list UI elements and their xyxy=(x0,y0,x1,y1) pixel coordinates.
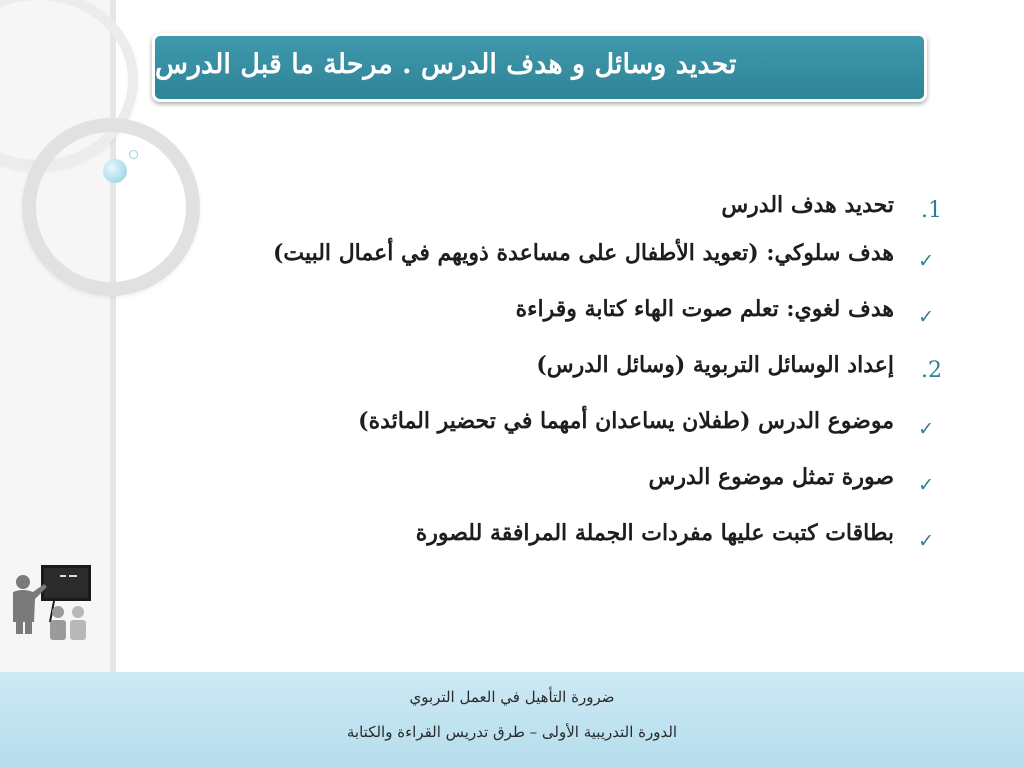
check-icon: ✓ xyxy=(918,474,934,496)
decor-blue-dot xyxy=(103,159,127,183)
footer-subtitle: الدورة التدريبية الأولى – طرق تدريس القراءة والكتابة xyxy=(346,723,678,741)
list-item-text: موضوع الدرس (طفلان يساعدان أمهما في تحضير المائدة) xyxy=(358,408,894,434)
list-item-text: بطاقات كتبت عليها مفردات الجملة المرافقة للصورة xyxy=(415,520,894,546)
check-icon: ✓ xyxy=(918,306,934,328)
list-item-cards xyxy=(149,505,934,561)
slide-title: تحديد وسائل و هدف الدرس . مرحلة ما قبل الدرس xyxy=(155,49,737,80)
list-item-text: هدف سلوكي: (تعويد الأطفال على مساعدة ذويهم في أعمال البيت) xyxy=(272,240,894,266)
list-item-picture xyxy=(149,449,934,505)
list-item-goal xyxy=(149,183,942,227)
list-item-text: هدف لغوي: تعلم صوت الهاء كتابة وقراءة xyxy=(515,296,894,322)
list-item-linguistic-goal xyxy=(149,281,934,337)
check-icon: ✓ xyxy=(918,418,934,440)
decor-small-dot xyxy=(129,150,138,159)
list-item-text: صورة تمثل موضوع الدرس xyxy=(648,464,894,490)
slide-content xyxy=(149,183,942,561)
list-item-text: تحديد هدف الدرس xyxy=(721,192,894,218)
list-item-behavioral-goal xyxy=(149,229,934,277)
list-item-text: إعداد الوسائل التربوية (وسائل الدرس) xyxy=(536,352,894,378)
title-banner xyxy=(152,33,927,102)
footer xyxy=(0,672,1024,768)
list-item-materials xyxy=(149,337,942,393)
teacher-at-blackboard-icon xyxy=(8,562,94,642)
list-item-lesson-topic xyxy=(149,393,934,449)
check-icon: ✓ xyxy=(918,250,934,272)
list-number-2: 2. xyxy=(921,358,942,383)
footer-title: ضرورة التأهيل في العمل التربوي xyxy=(409,688,615,706)
check-icon: ✓ xyxy=(918,530,934,552)
list-number-1: 1. xyxy=(921,198,942,223)
